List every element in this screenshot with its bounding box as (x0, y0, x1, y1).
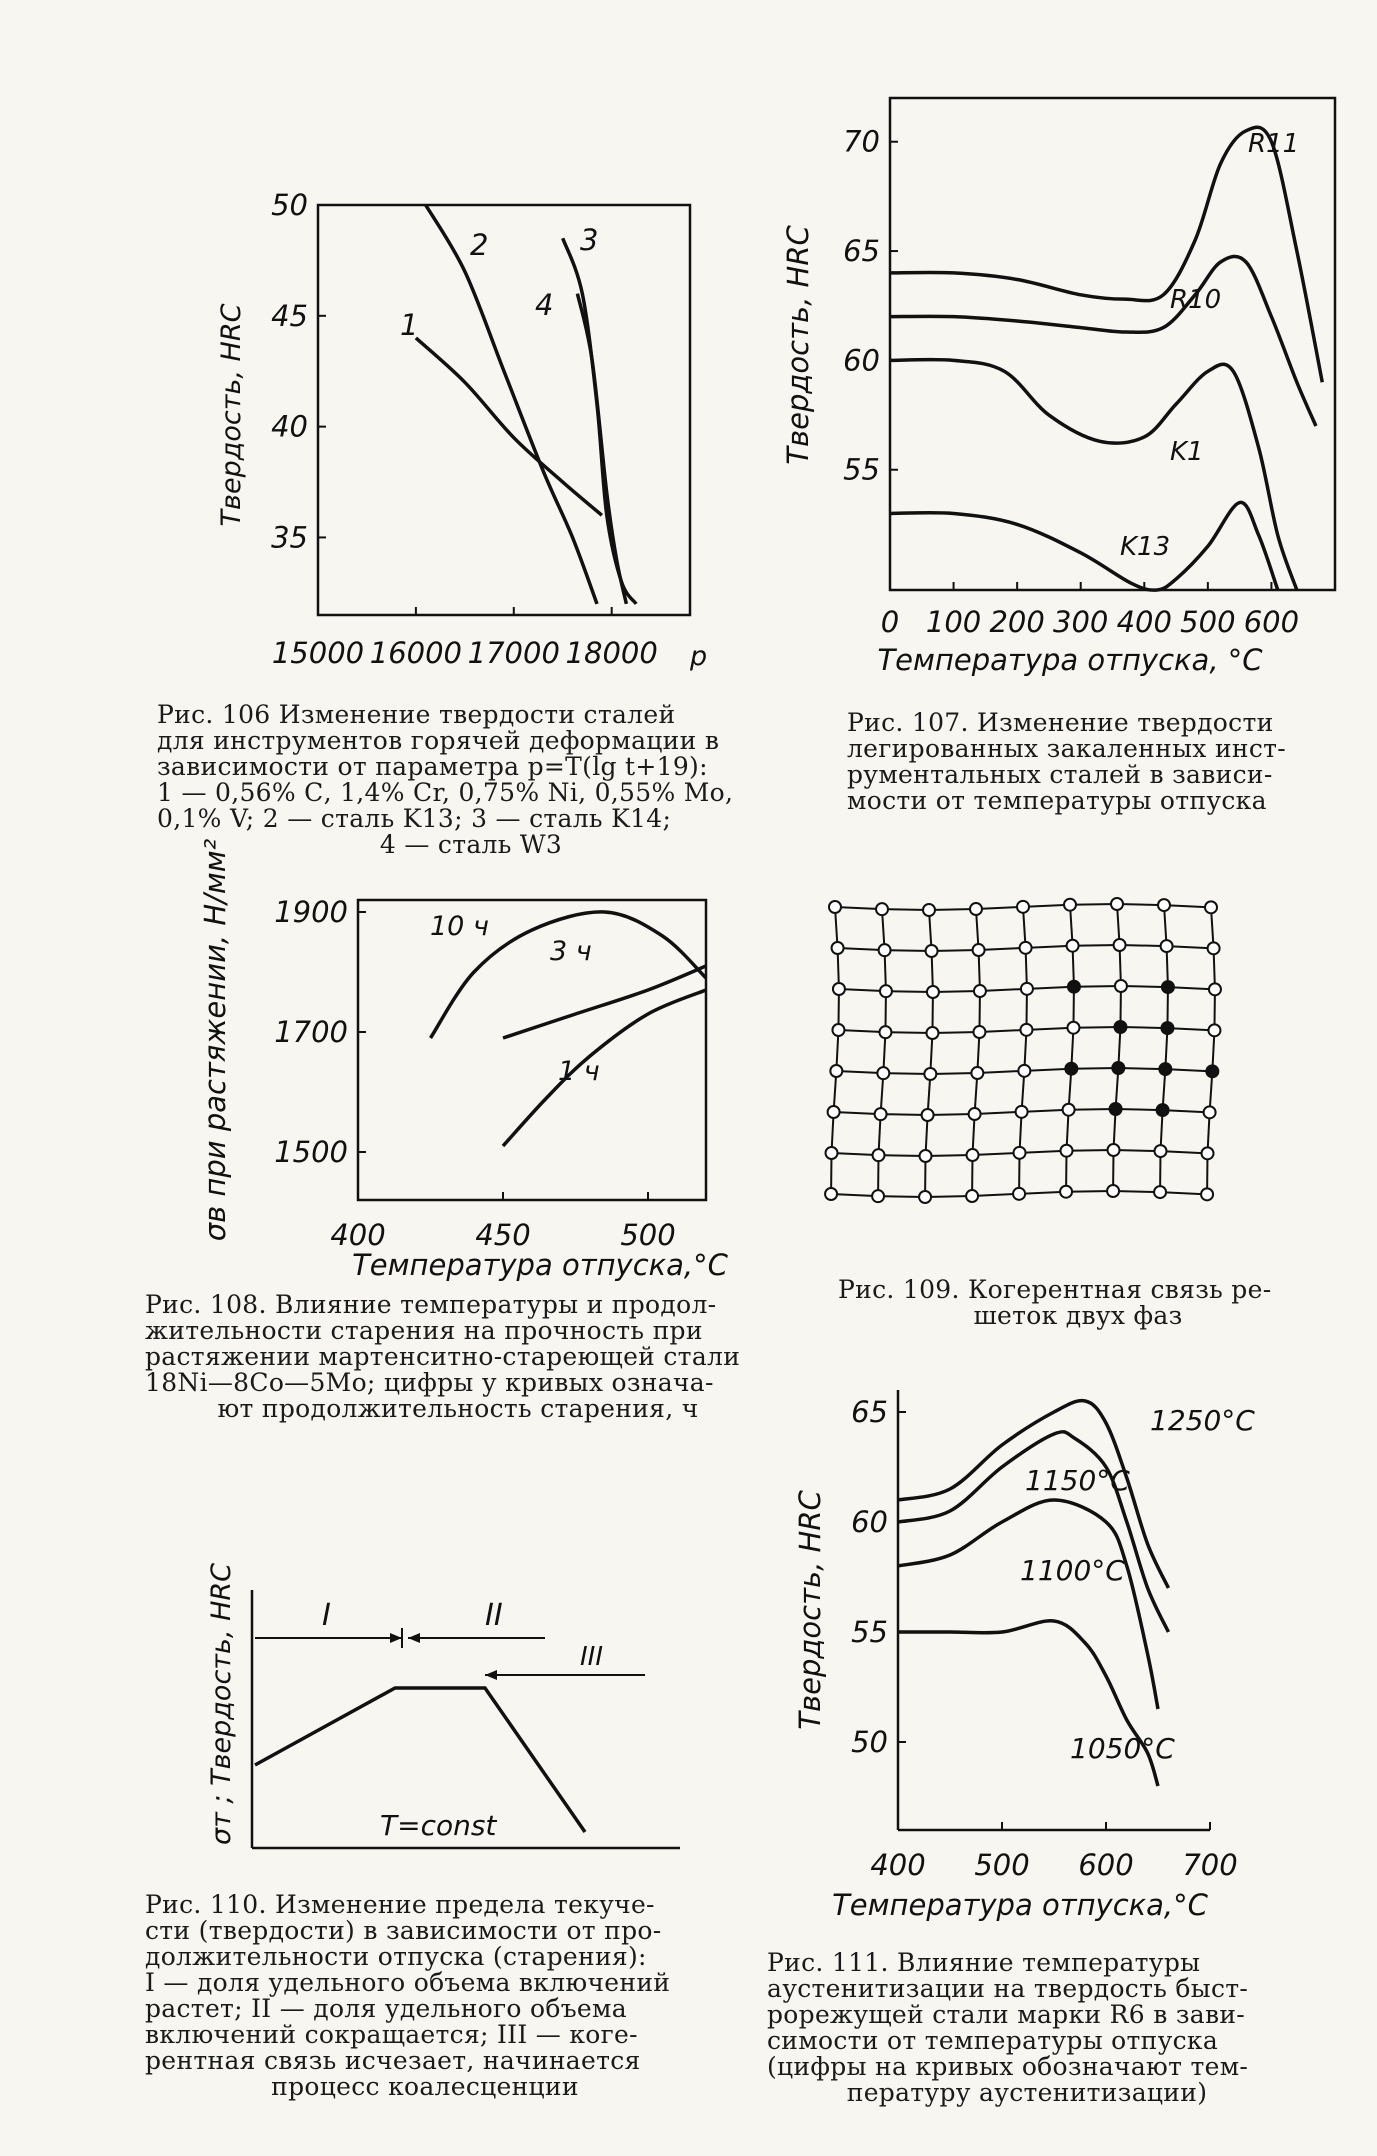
caption-line: для инструментов горячей деформации в (157, 726, 720, 755)
lattice-bond (932, 950, 979, 951)
series-label: 1100°С (1020, 1554, 1125, 1587)
lattice-bond (977, 1071, 1024, 1073)
lattice-node-phase-1 (1020, 1024, 1032, 1036)
lattice-node-phase-1 (876, 903, 888, 915)
lattice-bond (838, 948, 885, 950)
lattice-bond (879, 1155, 926, 1156)
caption-line: шеток двух фаз (973, 1301, 1183, 1330)
series-label: R10 (1170, 285, 1222, 315)
x-tick-label: 16000 (369, 636, 463, 670)
lattice-bond (1024, 1069, 1071, 1071)
x-tick-label: 100 (925, 605, 982, 639)
lattice-bond (838, 1030, 885, 1032)
arrow-head-III (485, 1670, 497, 1680)
series-label: 1050°С (1070, 1732, 1175, 1765)
lattice-node-phase-1 (1202, 1147, 1214, 1159)
lattice-node-phase-1 (1161, 940, 1173, 952)
caption-line: Рис. 109. Когерентная связь ре- (838, 1275, 1272, 1304)
arrow-head-II (408, 1633, 420, 1643)
lattice-node-phase-1 (970, 903, 982, 915)
x-tick-label: 500 (1180, 605, 1236, 639)
y-tick-label: 1900 (274, 895, 348, 929)
x-tick-label: 500 (974, 1848, 1030, 1882)
lattice-node-phase-1 (1018, 1065, 1030, 1077)
lattice-bond (1073, 945, 1120, 946)
lattice-node-phase-1 (973, 1026, 985, 1038)
caption-line: симости от температуры отпуска (767, 2026, 1219, 2055)
lattice-bond (1067, 1150, 1114, 1151)
lattice-node-phase-1 (1209, 983, 1221, 995)
lattice-node-phase-1 (832, 942, 844, 954)
lattice-node-phase-1 (924, 1068, 936, 1080)
series-line-3 (890, 360, 1297, 590)
lattice-bond (979, 948, 1026, 950)
lattice-bond (1164, 905, 1211, 907)
lattice-node-phase-1 (1114, 939, 1126, 951)
lattice-node-phase-1 (923, 904, 935, 916)
lattice-bond (1168, 987, 1215, 989)
lattice-bond (926, 1155, 973, 1156)
x-tick-label: 15000 (271, 636, 365, 670)
lattice-node-phase-1 (873, 1149, 885, 1161)
lattice-node-phase-1 (1155, 1145, 1167, 1157)
lattice-bond (883, 1073, 930, 1074)
lattice-node-phase-1 (1021, 983, 1033, 995)
caption-line: растяжении мартенситно-стареющей стали (145, 1342, 741, 1371)
y-tick-label: 50 (271, 188, 308, 222)
lattice-node-phase-1 (880, 985, 892, 997)
caption-line: должительности отпуска (старения): (145, 1942, 647, 1971)
plot-frame (318, 205, 690, 615)
lattice-bond (1116, 1109, 1163, 1110)
figure-107 (760, 90, 1320, 690)
x-tick-label: 18000 (565, 636, 658, 670)
caption-line: Рис. 107. Изменение твердости (847, 708, 1274, 737)
lattice-node-phase-2 (1112, 1062, 1124, 1074)
lattice-node-phase-1 (829, 901, 841, 913)
lattice-node-phase-1 (879, 1026, 891, 1038)
lattice-bond (1167, 1028, 1214, 1030)
caption-line: рументальных сталей в зависи- (847, 760, 1273, 789)
lattice-node-phase-1 (825, 1188, 837, 1200)
chart-107 (760, 90, 1320, 690)
figure-106 (180, 188, 740, 685)
lattice-bond (1073, 1027, 1120, 1028)
lattice-bond (878, 1196, 925, 1197)
lattice-node-phase-1 (971, 1067, 983, 1079)
lattice-node-phase-2 (1157, 1104, 1169, 1116)
series-label: 1 (400, 308, 419, 342)
y-axis-label: σв при растяжении, Н/мм² (198, 838, 232, 1242)
series-label: 2 (470, 228, 489, 262)
y-tick-label: 65 (851, 1395, 888, 1429)
lattice-node-phase-1 (973, 944, 985, 956)
y-tick-label: 70 (843, 124, 880, 159)
caption-line: I — доля удельного объема включений (145, 1968, 671, 1997)
caption-line: 18Ni—8Co—5Mo; цифры у кривых означа- (145, 1368, 714, 1397)
x-tick-label: 500 (620, 1218, 676, 1252)
y-tick-label: 1700 (274, 1015, 348, 1049)
caption-line: (цифры на кривых обозначают тем- (767, 2052, 1249, 2081)
y-axis-label: Твердость, HRC (793, 1490, 827, 1730)
series-label: 1250°С (1150, 1404, 1255, 1437)
region-label-III: III (580, 1642, 604, 1672)
lattice-bond (1066, 1191, 1113, 1192)
y-tick-label: 40 (271, 409, 308, 444)
lattice-node-phase-2 (1065, 1063, 1077, 1075)
caption-line: легированных закаленных инст- (847, 734, 1287, 763)
caption-106 (157, 702, 785, 858)
lattice-node-phase-1 (1017, 901, 1029, 913)
lattice-bond (1114, 1150, 1161, 1151)
lattice-node-phase-1 (926, 945, 938, 957)
lattice-bond (975, 1112, 1022, 1114)
caption-line: растет; II — доля удельного объема (145, 1994, 627, 2023)
lattice-bond (882, 909, 929, 910)
x-tick-label: 400 (330, 1218, 386, 1252)
lattice-bond (933, 991, 980, 992)
caption-107 (847, 710, 1317, 814)
caption-108 (145, 1292, 771, 1422)
y-axis-label: σт ; Твердость, HRC (206, 1562, 237, 1845)
region-label-I: I (322, 1598, 331, 1633)
lattice-bond (1165, 1069, 1212, 1071)
caption-line: Рис. 111. Влияние температуры (767, 1948, 1201, 1977)
x-tick-label: 400 (1116, 605, 1172, 639)
x-axis-label: Температура отпуска, °С (877, 643, 1263, 677)
x-tick-label: 400 (870, 1848, 926, 1882)
series-line-2 (426, 205, 597, 604)
lattice-node-phase-1 (1158, 899, 1170, 911)
lattice-bond (881, 1114, 928, 1115)
series-line-1 (890, 127, 1322, 382)
series-label: 4 (535, 288, 554, 322)
y-tick-label: 50 (851, 1725, 888, 1759)
series-line-4 (577, 294, 626, 604)
y-tick-label: 45 (271, 298, 308, 333)
lattice-bond (834, 1112, 881, 1114)
lattice-node-phase-1 (832, 1024, 844, 1036)
lattice-node-phase-2 (1068, 981, 1080, 993)
y-axis-label: Твердость, HRC (216, 303, 247, 527)
lattice-bond (886, 991, 933, 992)
caption-line: включений сокращается; III — коге- (145, 2020, 638, 2049)
lattice-node-phase-1 (1204, 1106, 1216, 1118)
x-tick-label: 450 (475, 1218, 531, 1252)
lattice-bond (1117, 904, 1164, 905)
lattice-bond (835, 907, 882, 909)
series-label: R11 (1248, 129, 1300, 159)
arrow-head-I (390, 1633, 402, 1643)
lattice-node-phase-1 (1014, 1147, 1026, 1159)
const-label: T=const (380, 1809, 497, 1842)
lattice-node-phase-2 (1110, 1103, 1122, 1115)
series-line-2 (890, 256, 1316, 426)
series-label: 3 ч (550, 936, 592, 967)
x-axis-label: Температура отпуска,°С (832, 1888, 1208, 1922)
region-label-II: II (485, 1598, 503, 1633)
lattice-node-phase-1 (974, 985, 986, 997)
caption-line: Рис. 106 Изменение твердости сталей (157, 700, 676, 729)
x-tick-label: 200 (989, 605, 1045, 639)
figure-111 (780, 1370, 1340, 1930)
lattice-bond (930, 1073, 977, 1074)
caption-line: сти (твердости) в зависимости от про- (145, 1916, 662, 1945)
y-axis-label: Твердость, HRC (781, 225, 815, 465)
lattice-bond (1071, 1068, 1118, 1069)
lattice-bond (1120, 945, 1167, 946)
lattice-node-phase-1 (967, 1149, 979, 1161)
lattice-node-phase-2 (1162, 981, 1174, 993)
y-tick-label: 55 (843, 452, 880, 487)
chart-111 (780, 1370, 1340, 1930)
lattice-node-phase-1 (1063, 1104, 1075, 1116)
lattice-node-phase-1 (927, 986, 939, 998)
x-axis-label: Температура отпуска,°С (352, 1248, 728, 1282)
lattice-bond (1167, 946, 1214, 948)
lattice-node-phase-1 (966, 1190, 978, 1202)
lattice-bond (832, 1153, 879, 1155)
lattice-node-phase-1 (1013, 1188, 1025, 1200)
lattice-bond (1026, 1028, 1073, 1030)
series-line-4 (890, 502, 1278, 590)
x-tick-label: 600 (1243, 605, 1300, 639)
x-tick-label: 700 (1182, 1848, 1238, 1882)
lattice-diagram (810, 885, 1260, 1245)
y-tick-label: 55 (851, 1615, 888, 1649)
lattice-node-phase-1 (926, 1027, 938, 1039)
lattice-node-phase-1 (1115, 980, 1127, 992)
lattice-node-phase-2 (1161, 1022, 1173, 1034)
lattice-bond (1070, 904, 1117, 905)
caption-line: 0,1% V; 2 — сталь K13; 3 — сталь K14; (157, 804, 672, 833)
lattice-node-phase-1 (1208, 942, 1220, 954)
lattice-node-phase-1 (1107, 1185, 1119, 1197)
series-line-1 (416, 338, 602, 515)
lattice-node-phase-1 (1208, 1024, 1220, 1036)
caption-line: ют продолжительность старения, ч (217, 1394, 699, 1423)
series-label: 1150°С (1025, 1464, 1130, 1497)
lattice-node-phase-1 (826, 1147, 838, 1159)
y-tick-label: 60 (851, 1505, 888, 1539)
schematic-110 (180, 1562, 700, 1870)
lattice-node-phase-1 (1111, 898, 1123, 910)
caption-line: мости от температуры отпуска (847, 786, 1267, 815)
lattice-bond (1026, 946, 1073, 948)
lattice-bond (831, 1194, 878, 1196)
lattice-bond (1027, 987, 1074, 989)
lattice-bond (973, 1153, 1020, 1155)
lattice-bond (1023, 905, 1070, 907)
caption-line: жительности старения на прочность при (145, 1316, 703, 1345)
caption-line: аустенитизации на твердость быст- (767, 1974, 1249, 2003)
lattice-node-phase-1 (1060, 1186, 1072, 1198)
series-label: K13 (1120, 532, 1171, 562)
lattice-bond (836, 1071, 883, 1073)
caption-line: процесс коалесценции (271, 2072, 579, 2101)
lattice-node-phase-1 (1064, 899, 1076, 911)
lattice-node-phase-1 (828, 1106, 840, 1118)
lattice-node-phase-1 (872, 1190, 884, 1202)
lattice-node-phase-1 (969, 1108, 981, 1120)
lattice-bond (839, 989, 886, 991)
x-tick-label: 300 (1053, 605, 1109, 639)
y-tick-label: 1500 (274, 1135, 348, 1169)
lattice-bond (979, 1030, 1026, 1032)
lattice-node-phase-1 (877, 1067, 889, 1079)
caption-line: 1 — 0,56% С, 1,4% Cr, 0,75% Ni, 0,55% Mo, (157, 778, 734, 807)
lattice-bond (932, 1032, 979, 1033)
x-tick-label: 0 (880, 605, 900, 639)
lattice-node-phase-1 (922, 1109, 934, 1121)
lattice-node-phase-2 (1206, 1065, 1218, 1077)
lattice-node-phase-1 (1061, 1145, 1073, 1157)
lattice-node-phase-1 (875, 1108, 887, 1120)
caption-line: рентная связь исчезает, начинается (145, 2046, 641, 2075)
lattice-node-phase-1 (833, 983, 845, 995)
lattice-node-phase-1 (879, 944, 891, 956)
caption-line: Рис. 110. Изменение предела текуче- (145, 1890, 655, 1919)
lattice-node-phase-2 (1159, 1063, 1171, 1075)
caption-line: зависимости от параметра p=T(lg t+19): (157, 752, 708, 781)
lattice-bond (1160, 1192, 1207, 1194)
lattice-bond (1163, 1110, 1210, 1112)
lattice-node-phase-1 (1108, 1144, 1120, 1156)
caption-109 (838, 1277, 1318, 1329)
chart-106 (180, 188, 740, 685)
caption-line: рорежущей стали марки R6 в зави- (767, 2000, 1246, 2029)
lattice-bond (1069, 1109, 1116, 1110)
lattice-node-phase-1 (1020, 942, 1032, 954)
x-tick-label: 600 (1078, 1848, 1134, 1882)
lattice-node-phase-1 (919, 1191, 931, 1203)
plot-frame (358, 900, 706, 1200)
y-tick-label: 65 (843, 234, 880, 269)
lattice-bond (976, 907, 1023, 909)
lattice-bond (885, 1032, 932, 1033)
figure-109 (810, 885, 1260, 1245)
caption-111 (767, 1950, 1287, 2106)
lattice-bond (1020, 1151, 1067, 1153)
lattice-bond (928, 1114, 975, 1115)
y-tick-label: 60 (843, 343, 880, 378)
series-label: 3 (580, 223, 599, 257)
y-tick-label: 35 (271, 520, 308, 555)
lattice-bond (1113, 1191, 1160, 1192)
caption-line: 4 — сталь W3 (379, 830, 563, 859)
lattice-node-phase-1 (1201, 1188, 1213, 1200)
lattice-node-phase-1 (1154, 1186, 1166, 1198)
lattice-node-phase-2 (1114, 1021, 1126, 1033)
series-line-3 (503, 990, 706, 1146)
plot-frame (890, 98, 1335, 590)
caption-line: пературу аустенитизации) (846, 2078, 1208, 2107)
series-line-3 (898, 1500, 1158, 1709)
series-label: K1 (1170, 437, 1204, 467)
lattice-bond (1118, 1068, 1165, 1069)
lattice-node-phase-1 (1205, 901, 1217, 913)
lattice-bond (980, 989, 1027, 991)
series-label: 10 ч (430, 911, 489, 942)
lattice-bond (1121, 986, 1168, 987)
x-axis-label: p (690, 641, 708, 672)
lattice-bond (925, 1196, 972, 1197)
lattice-bond (1019, 1192, 1066, 1194)
lattice-bond (1074, 986, 1121, 987)
caption-line: Рис. 108. Влияние температуры и продол- (145, 1290, 717, 1319)
lattice-node-phase-1 (1067, 1022, 1079, 1034)
series-label: 1 ч (558, 1056, 600, 1087)
series-line-2 (898, 1432, 1168, 1632)
lattice-node-phase-1 (830, 1065, 842, 1077)
lattice-bond (885, 950, 932, 951)
lattice-node-phase-1 (1067, 940, 1079, 952)
caption-110 (145, 1892, 705, 2100)
lattice-node-phase-1 (920, 1150, 932, 1162)
lattice-bond (972, 1194, 1019, 1196)
lattice-bond (1022, 1110, 1069, 1112)
lattice-bond (1120, 1027, 1167, 1028)
x-tick-label: 17000 (467, 636, 560, 670)
lattice-node-phase-1 (1016, 1106, 1028, 1118)
figure-110 (180, 1562, 700, 1870)
lattice-bond (929, 909, 976, 910)
lattice-bond (1161, 1151, 1208, 1153)
